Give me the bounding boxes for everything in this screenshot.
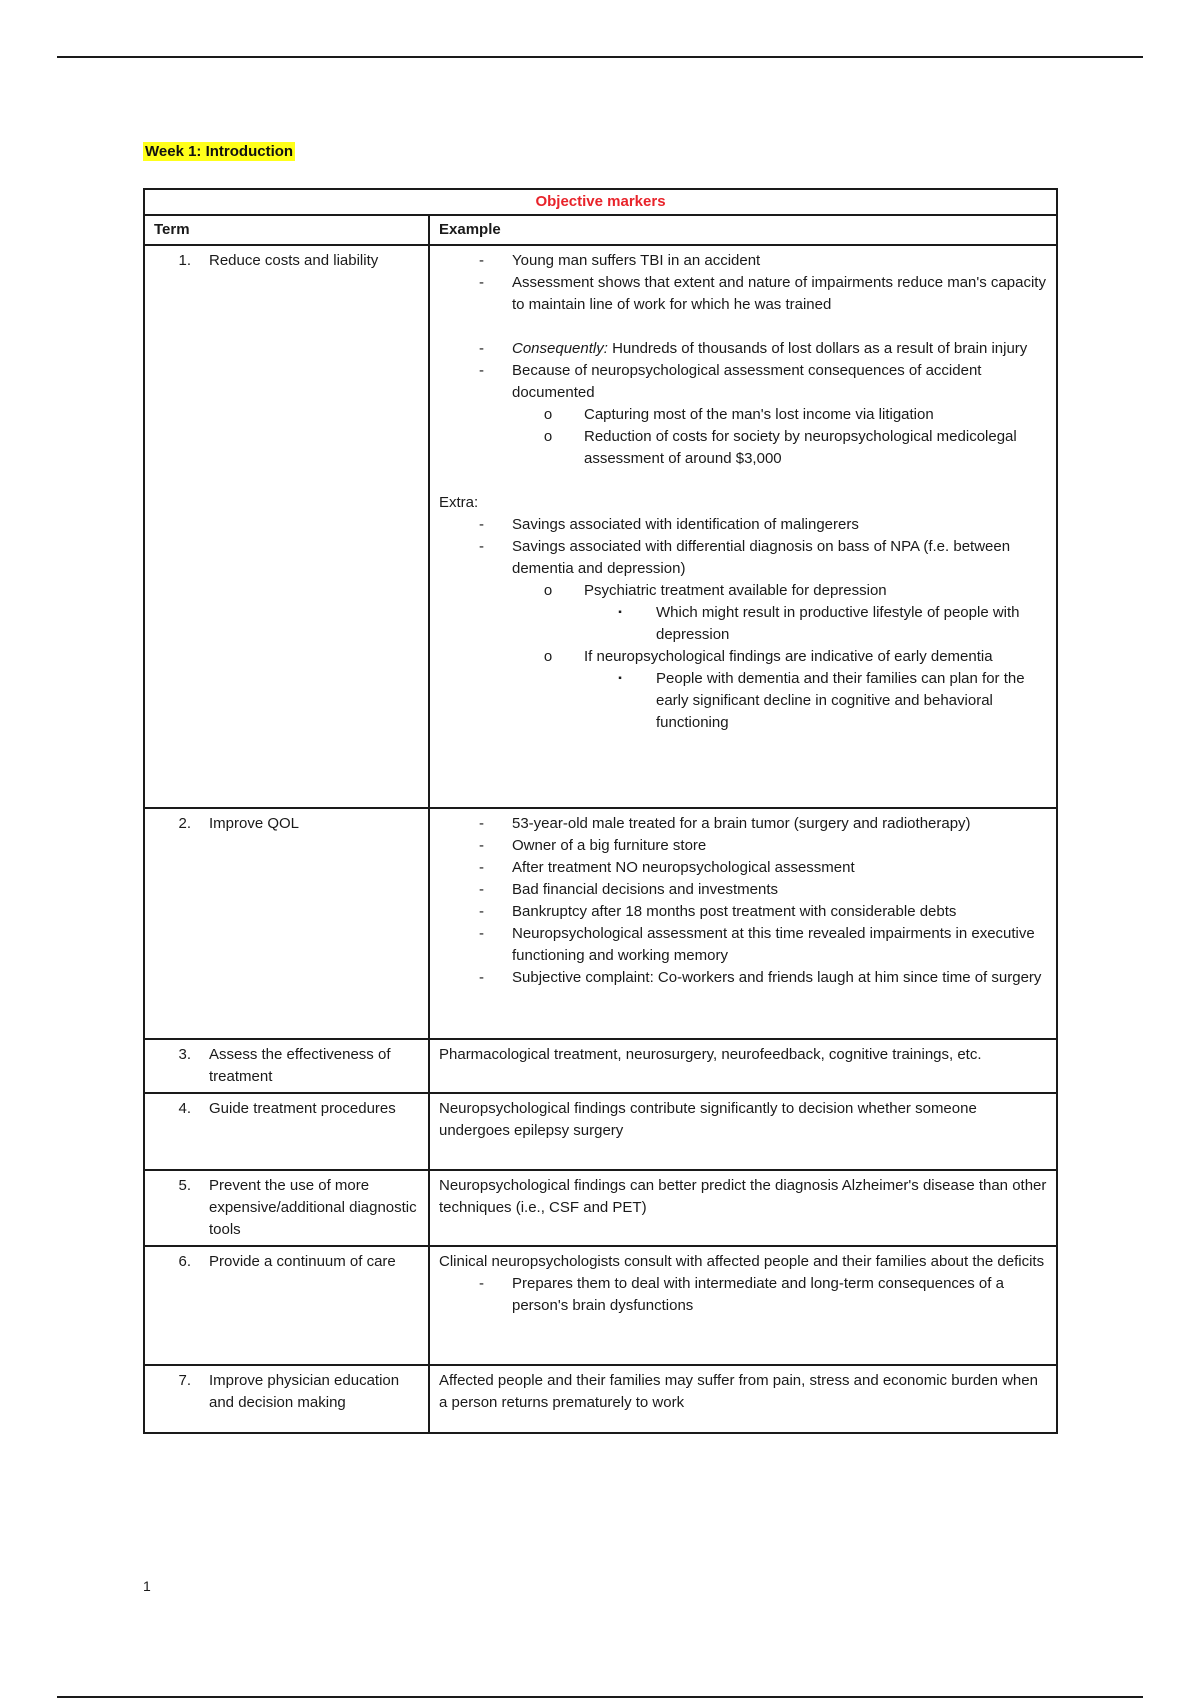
term-cell [144,1246,429,1365]
term-label: Assess the effectiveness of treatment [209,1046,391,1085]
example-cell [429,808,1057,1039]
term-cell [144,245,429,808]
table-row [144,245,1057,808]
term-label: Guide treatment procedures [209,1100,396,1117]
sub-list-item: o Reduction of costs for society by neuropsychological medicolegal assessment of around $3,000 [543,428,1017,467]
table-row [144,1170,1057,1246]
list-item: - Because of neuropsychological assessment consequences of accident documented [479,362,982,401]
footer-rule [57,1696,1143,1698]
sub-list-item: o Capturing most of the man's lost income via litigation [543,406,934,423]
sub-sub-list-item: ▪ Which might result in productive lifestyle of people with depression [618,604,1020,643]
section-heading-text: Week 1: Introduction [145,143,294,160]
table-row [144,808,1057,1039]
term-label: Improve QOL [209,815,300,832]
term-label: Reduce costs and liability [209,252,379,269]
list-item: - 53-year-old male treated for a brain tumor (surgery and radiotherapy) [479,815,971,832]
table-title-row [144,189,1057,215]
term-cell [144,1365,429,1433]
column-header-example: Example [429,215,1057,245]
list-item: - Consequently: Hundreds of thousands of lost dollars as a result of brain injury [479,340,1028,357]
page-number: 1 [143,1578,151,1594]
list-item: - Savings associated with identification of malingerers [479,516,859,533]
term-number: 6. [178,1253,191,1270]
list-item: - Bankruptcy after 18 months post treatment with considerable debts [479,903,957,920]
table-title: Objective markers [144,189,1057,215]
term-label: Provide a continuum of care [209,1253,396,1270]
table-row [144,1365,1057,1433]
term-cell [144,1170,429,1246]
term-label: Prevent the use of more expensive/additional diagnostic tools [209,1177,417,1238]
column-header-term: Term [144,215,429,245]
list-item: - Subjective complaint: Co-workers and friends laugh at him since time of surgery [479,969,1042,986]
table-row [144,1246,1057,1365]
list-item: - Assessment shows that extent and nature of impairments reduce man's capacity to maintain line of work for which he was trained [479,274,1046,313]
section-heading [143,143,295,160]
table-row [144,1039,1057,1093]
term-number: 5. [178,1177,191,1194]
term-number: 7. [178,1372,191,1389]
term-cell [144,1039,429,1093]
example-cell: Affected people and their families may suffer from pain, stress and economic burden when a person returns prematurely to work [429,1365,1057,1433]
objective-markers-table [143,188,1058,1434]
sub-list-item: o If neuropsychological findings are indicative of early dementia [543,648,993,665]
term-cell [144,808,429,1039]
example-text: Clinical neuropsychologists consult with affected people and their families about the deficits [439,1253,1045,1270]
term-cell [144,1093,429,1170]
list-item: - Owner of a big furniture store [479,837,707,854]
term-label: Improve physician education and decision making [209,1372,400,1411]
term-number: 1. [178,252,191,269]
list-item: - Neuropsychological assessment at this time revealed impairments in executive functioning and working memory [479,925,1035,964]
example-cell: Neuropsychological findings contribute significantly to decision whether someone undergoes epilepsy surgery [429,1093,1057,1170]
header-rule [57,56,1143,58]
sub-list-item: o Psychiatric treatment available for depression [543,582,887,599]
list-item: - Prepares them to deal with intermediate and long-term consequences of a person's brain dysfunctions [479,1275,1004,1314]
term-number: 2. [178,815,191,832]
list-item: - Savings associated with differential diagnosis on bass of NPA (f.e. between dementia and depression) [479,538,1011,577]
example-cell [429,1246,1057,1365]
list-item: - Bad financial decisions and investments [479,881,778,898]
table-row [144,1093,1057,1170]
example-cell: Pharmacological treatment, neurosurgery, neurofeedback, cognitive trainings, etc. [429,1039,1057,1093]
sub-sub-list-item: ▪ People with dementia and their families can plan for the early significant decline in cognitive and behavioral functioning [618,670,1025,731]
term-number: 3. [178,1046,191,1063]
table-header-row [144,215,1057,245]
extra-label: Extra: [439,494,479,511]
list-item: - After treatment NO neuropsychological assessment [479,859,855,876]
example-cell [429,245,1057,808]
term-number: 4. [178,1100,191,1117]
example-cell: Neuropsychological findings can better predict the diagnosis Alzheimer's disease than other techniques (i.e., CSF and PET) [429,1170,1057,1246]
list-item: - Young man suffers TBI in an accident [479,252,761,269]
